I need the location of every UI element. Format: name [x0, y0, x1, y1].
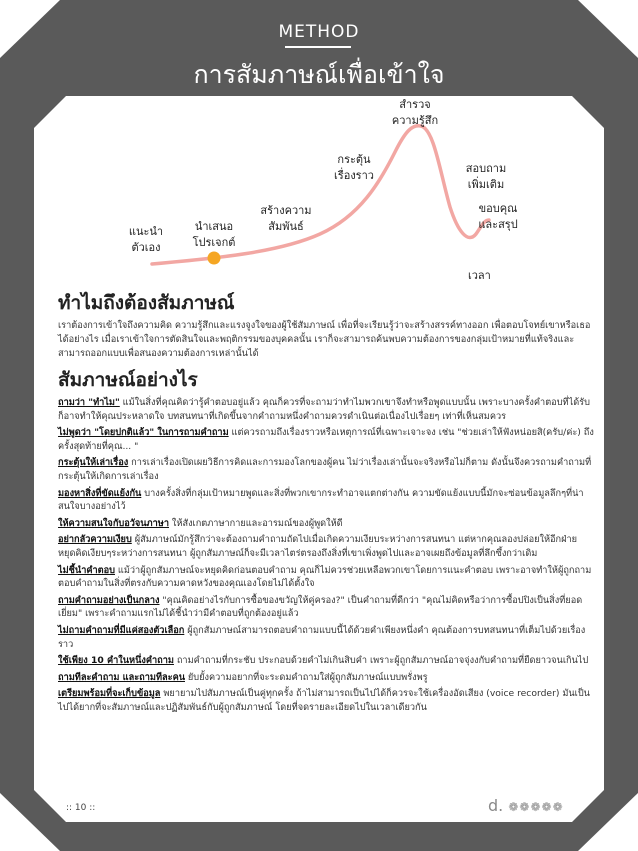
tip-text: "คุณคิดอย่างไรกับการซื้อของขวัญให้คู่ครอง?" เป็นคำถามที่ดีกว่า "คุณไม่คิดหรือว่าการซื้อปปิงเป็นสิ่งที่ยอดเยี่ยม" เพราะคำถามแรกไม่ได้ชี้นำว่ามีคำตอบที่ถูกต้องอยู่แล้ว — [58, 594, 583, 620]
tip-item — [58, 517, 594, 531]
header — [0, 0, 638, 95]
tip-key: ถามว่า "ทำไม" — [58, 397, 120, 408]
content-body — [58, 288, 594, 717]
tip-item — [58, 487, 594, 514]
stage-explore-emotions: สำรวจ ความรู้สึก — [391, 98, 439, 127]
tip-item — [58, 564, 594, 591]
tips-list — [58, 396, 594, 714]
tip-item — [58, 533, 594, 560]
tip-text: ผู้ถูกสัมภาษณ์สามารถตอบคำถามแบบนี้ได้ด้วยคำเพียงหนึ่งคำ คุณต้องการบทสนทนาที่เต็มไปด้วยเรื่องราว — [58, 624, 586, 650]
stage-evoke-stories: กระตุ้น เรื่องราว — [334, 153, 374, 182]
tip-item — [58, 426, 594, 453]
logo-flower-icons: ❁❁❁❁❁ — [508, 800, 564, 814]
how-heading: สัมภาษณ์อย่างไร — [58, 369, 198, 391]
time-axis-label: เวลา — [468, 269, 491, 282]
tip-item — [58, 396, 594, 423]
tip-key: อย่ากลัวความเงียบ — [58, 534, 132, 546]
tip-text: แม้ว่าผู้ถูกสัมภาษณ์จะหยุดคิดก่อนตอบคำถาม คุณก็ไม่ควรช่วยเหลือพวกเขาโดยการแนะคำตอบ เพราะอาจทำให้ผู้ถูกถามตอบคำถามในสิ่งที่ตรงกับความคาดหวังของคุณเองโดยไม่ได้ตั้งใจ — [58, 564, 592, 590]
interview-flow-diagram — [0, 92, 638, 292]
tip-key: กระตุ้นให้เล่าเรื่อง — [58, 457, 129, 469]
tip-key: เตรียมพร้อมที่จะเก็บข้อมูล — [58, 688, 161, 700]
tip-text: ยับยั้งความอยากที่จะระดมคำถามใส่ผู้ถูกสัมภาษณ์แบบพรั่งพรู — [185, 671, 428, 683]
tip-text: บางครั้งสิ่งที่กลุ่มเป้าหมายพูดและสิ่งที่พวกเขากระทำอาจแตกต่างกัน ความขัดแย้งแบบนี้มักจะซ่อนข้อมูลลึกๆที่น่าสนใจบางอย่างไว้ — [58, 487, 584, 513]
stage-thank-and-wrap-up: ขอบคุณ และสรุป — [478, 202, 518, 231]
tip-text: การเล่าเรื่องเปิดเผยวิธีการคิดและการมองโลกของผู้คน ไม่ว่าเรื่องเล่านั้นจะจริงหรือไม่ก็ตาม ดังนั้นจึงควรถามคำถามที่กระตุ้นให้เกิดการเล่าเรื่อง — [58, 457, 592, 482]
tip-text: ถามคำถามที่กระชับ ประกอบด้วยคำไม่เกินสิบคำ เพราะผู้ถูกสัมภาษณ์อาจจุ่งงกับคำถามที่ยืดยาวจนเกินไป — [173, 655, 589, 667]
current-stage-marker — [208, 252, 221, 265]
page-title: การสัมภาษณ์เพื่อเข้าใจ — [193, 60, 445, 89]
tip-text: พยายามไปสัมภาษณ์เป็นคู่ทุกครั้ง ถ้าไม่สามารถเป็นไปได้ก็ควรจะใช้เครื่องอัดเสียง (voice recorder) มันเป็นไปได้ยากที่จะสัมภาษณ์และปฏิสัมพันธ์กับผู้ถูกสัมภาษณ์ โดยที่จดรายละเอียดไปในเวลาเดียวกัน — [58, 688, 590, 713]
tip-key: ใช้เพียง 10 คำในหนึ่งคำถาม — [58, 655, 174, 667]
tip-item — [58, 654, 594, 668]
tip-key: ถามทีละคำถาม และถามทีละคน — [58, 671, 185, 683]
stage-question-further: สอบถาม เพิ่มเติม — [465, 162, 507, 191]
logo-letter: d. — [488, 796, 504, 815]
tip-text: ให้สังเกตภาษากายและอารมณ์ของผู้พูดให้ดี — [169, 517, 343, 529]
tip-item — [58, 594, 594, 621]
why-heading: ทำไมถึงต้องสัมภาษณ์ — [58, 292, 235, 314]
tip-text: แต่ควรถามถึงเรื่องราวหรือเหตุการณ์ที่เฉพาะเจาะจง เช่น "ช่วยเล่าให้ฟังหน่อยสิ(ครับ/ค่ะ) ถึงครั้งสุดท้ายที่คุณ... " — [58, 427, 594, 452]
tip-key: ไม่พูดว่า "โดยปกติแล้ว" ในการถามคำถาม — [58, 427, 229, 439]
tip-item — [58, 624, 594, 651]
kicker-divider — [285, 46, 351, 48]
stage-present-project: นำเสนอ โปรเจกต์ — [192, 220, 236, 249]
tip-key: ไม่ชี้นำคำตอบ — [58, 564, 115, 576]
tip-item — [58, 671, 594, 685]
tip-text: แม้ในสิ่งที่คุณคิดว่ารู้คำตอบอยู่แล้ว คุณก็ควรที่จะถามว่าทำไมพวกเขาจึงทำหรือพูดแบบนั้น เพราะบางครั้งคำตอบที่ได้รับก็อาจทำให้คุณประหลาดใจ บทสนทนาที่เกิดขึ้นจากคำถามหนึ่งคำถามควรดำเนินต่อเนื่องไปเรื่อยๆ เท่าที่เห็นสมควร — [58, 397, 590, 422]
stage-build-rapport: สร้างความ สัมพันธ์ — [260, 204, 312, 233]
tip-key: ถามคำถามอย่างเป็นกลาง — [58, 594, 160, 606]
why-paragraph: เราต้องการเข้าใจถึงความคิด ความรู้สึกและแรงจูงใจของผู้ใช้สัมภาษณ์ เพื่อที่จะเรียนรู้ว่าจะสร้างสรรค์ทางออก เพื่อตอบโจทย์เขาหรือเธอได้อย่างไร เมื่อเราเข้าใจการตัดสินใจและพฤติกรรมของบุคคลนั้น เราก็จะสามารถค้นพบความต้องการของกลุ่มเป้าหมายที่แท้จริงและสามารถออกแบบเพื่อสนองความต้องการเหล่านั้นได้ — [58, 320, 591, 359]
tip-key: มองหาสิ่งที่ขัดแย้งกัน — [58, 487, 142, 499]
tip-item — [58, 456, 594, 483]
dschool-logo — [488, 796, 564, 815]
section-kicker: METHOD — [278, 22, 360, 42]
tip-item — [58, 687, 594, 714]
tip-key: ให้ความสนใจกับอวัจนภาษา — [58, 517, 169, 529]
tip-text: ผู้สัมภาษณ์มักรู้สึกว่าจะต้องถามคำถามถัดไปเมื่อเกิดความเงียบระหว่างการสนทนา แต่หากคุณลองปล่อยให้อีกฝ่ายหยุดคิดเงียบๆระหว่างการสนทนา ผู้ถูกสัมภาษณ์ก็จะมีเวลาไตร่ตรองถึงสิ่งที่เขาเพิ่งพูดไปและอาจเผยถึงข้อมูลที่ลึกซึ้งกว่าเดิม — [58, 534, 578, 559]
page-number: :: 10 :: — [66, 803, 96, 813]
stage-introduce-self: แนะนำ ตัวเอง — [128, 225, 164, 254]
tip-key: ไม่ถามคำถามที่มีแค่สองตัวเลือก — [58, 624, 185, 636]
